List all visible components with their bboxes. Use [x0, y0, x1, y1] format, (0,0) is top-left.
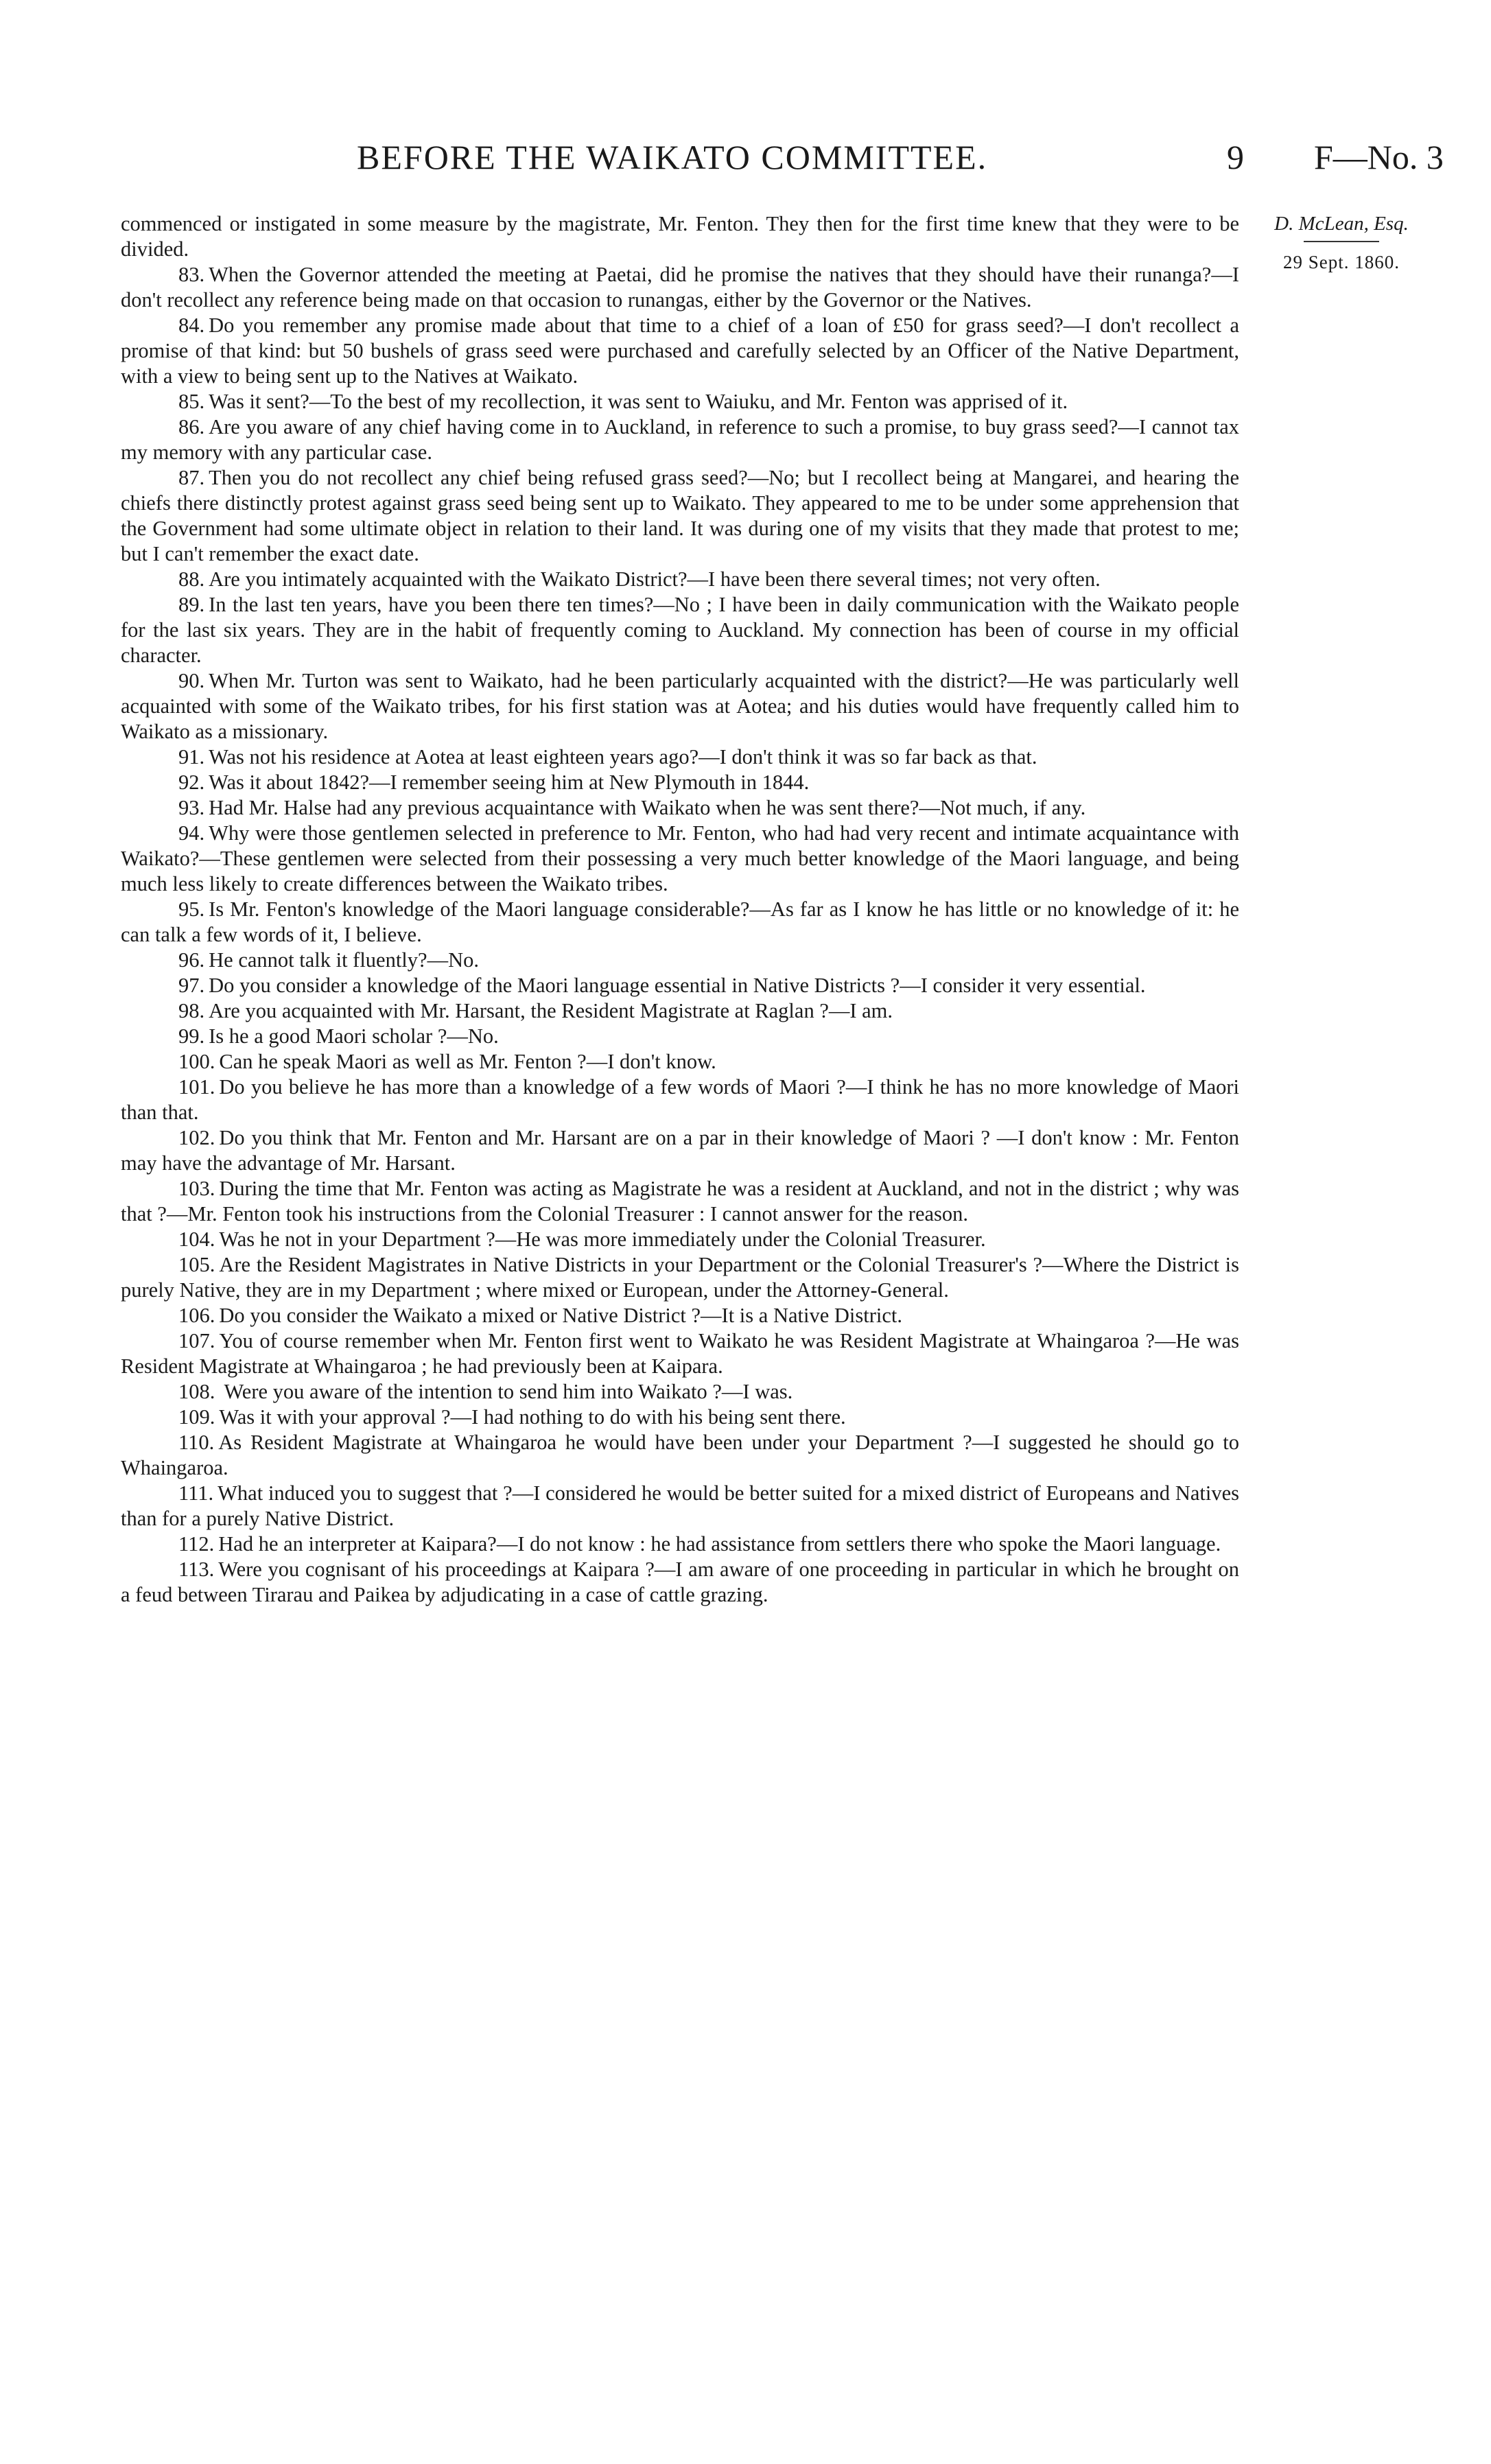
question-number: 98.: [178, 999, 205, 1022]
question-paragraph: 90. When Mr. Turton was sent to Waikato, had he been particularly acquainted with the district?—He was particularly well acquainted with some of the Waikato tribes, for his first station was at Aotea; and his duties would have frequently called him to Waikato as a missionary.: [121, 669, 1239, 743]
paragraph-continuation: commenced or instigated in some measure by the magistrate, Mr. Fenton. They then for the first time knew that they were to be divided.: [121, 212, 1239, 261]
question-number: 90.: [178, 669, 205, 692]
question-number: 108.: [178, 1380, 215, 1403]
question-paragraph: 110. As Resident Magistrate at Whaingaroa he would have been under your Department ?—I suggested he should go to Whaingaroa.: [121, 1431, 1239, 1479]
question-number: 94.: [178, 821, 205, 845]
question-paragraph: 102. Do you think that Mr. Fenton and Mr. Harsant are on a par in their knowledge of Maori ? —I don't know : Mr. Fenton may have the advantage of Mr. Harsant.: [121, 1126, 1239, 1175]
question-paragraph: [121, 1608, 1239, 1633]
question-number: 102.: [178, 1126, 215, 1149]
question-paragraph: 83. When the Governor attended the meeting at Paetai, did he promise the natives that they should have their runanga?—I don't recollect any reference being made on that occasion to runangas, either by the Governor or the Natives.: [121, 263, 1239, 312]
question-number: 104.: [178, 1228, 215, 1251]
question-paragraph: 96. He cannot talk it fluently?—No.: [178, 948, 479, 972]
question-number: 91.: [178, 745, 205, 768]
question-paragraph: 98. Are you acquainted with Mr. Harsant, the Resident Magistrate at Raglan ?—I am.: [178, 999, 893, 1022]
question-number: 96.: [178, 948, 205, 972]
question-paragraph: 103. During the time that Mr. Fenton was acting as Magistrate he was a resident at Auckland, and not in the district ; why was that ?—Mr. Fenton took his instructions from the Colonial Treasurer : I cannot answer for the reason.: [121, 1177, 1239, 1225]
question-paragraph: 105. Are the Resident Magistrates in Native Districts in your Department or the Colonial Treasurer's ?—Where the District is purely Native, they are in my Department ; where mixed or European, under the Attorney-General.: [121, 1253, 1239, 1302]
question-number: 111.: [178, 1481, 214, 1505]
margin-divider: [1304, 241, 1379, 242]
question-paragraph: 113. Were you cognisant of his proceedings at Kaipara ?—I am aware of one proceeding in particular in which he brought on a feud between Tirarau and Paikea by adjudicating in a case of cattle grazing.: [121, 1558, 1239, 1606]
question-number: 103.: [178, 1177, 215, 1200]
question-number: 88.: [178, 567, 205, 591]
question-paragraph: 93. Had Mr. Halse had any previous acquaintance with Waikato when he was sent there?—Not much, if any.: [178, 796, 1086, 819]
page-title: BEFORE THE WAIKATO COMMITTEE.: [357, 138, 988, 176]
question-paragraph: 85. Was it sent?—To the best of my recollection, it was sent to Waiuku, and Mr. Fenton was apprised of it.: [178, 390, 1068, 413]
question-number: 101.: [178, 1075, 215, 1099]
document-reference: F—No. 3: [1314, 138, 1444, 176]
question-paragraph: 91. Was not his residence at Aotea at least eighteen years ago?—I don't think it was so far back as that.: [178, 745, 1037, 768]
question-number: 110.: [178, 1431, 215, 1454]
question-number: 83.: [178, 263, 205, 286]
page-number: 9: [1227, 138, 1244, 176]
testimony-date: 29 Sept. 1860.: [1282, 252, 1400, 272]
question-number: 93.: [178, 796, 205, 819]
question-paragraph: 107. You of course remember when Mr. Fenton first went to Waikato he was Resident Magistrate at Whaingaroa ?—He was Resident Magistrate at Whaingaroa ; he had previously been at Kaipara.: [121, 1329, 1239, 1378]
question-number: 85.: [178, 390, 205, 413]
question-paragraph: 87. Then you do not recollect any chief being refused grass seed?—No; but I recollect being at Mangarei, and hearing the chiefs there distinctly protest against grass seed being sent up to Waikato. They appeared to me to be under some apprehension that the Government had some ultimate object in relation to their land. It was during one of my visits that they made that protest to me; but I can't remember the exact date.: [121, 466, 1239, 565]
witness-name: D. McLean, Esq.: [1274, 213, 1409, 235]
question-number: 100.: [178, 1050, 215, 1073]
question-paragraph: 111. What induced you to suggest that ?—I considered he would be better suited for a mixed district of Europeans and Natives than for a purely Native District.: [121, 1481, 1239, 1530]
question-number: 95.: [178, 897, 205, 921]
question-paragraph: 84. Do you remember any promise made about that time to a chief of a loan of £50 for grass seed?—I don't recollect a promise of that kind: but 50 bushels of grass seed were purchased and carefully selected by an Officer of the Native Department, with a view to being sent up to the Natives at Waikato.: [121, 314, 1239, 388]
question-paragraph: 106. Do you consider the Waikato a mixed or Native District ?—It is a Native District.: [178, 1304, 902, 1327]
question-paragraph: 99. Is he a good Maori scholar ?—No.: [178, 1024, 499, 1048]
question-number: 107.: [178, 1329, 215, 1352]
question-paragraph: 88. Are you intimately acquainted with the Waikato District?—I have been there several times; not very often.: [178, 567, 1101, 591]
testimony-body: [121, 211, 1239, 1633]
question-number: 112.: [178, 1532, 215, 1556]
question-number: 97.: [178, 974, 205, 997]
question-paragraph: 109. Was it with your approval ?—I had nothing to do with his being sent there.: [178, 1405, 846, 1429]
question-paragraph: 97. Do you consider a knowledge of the Maori language essential in Native Districts ?—I consider it very essential.: [178, 974, 1146, 997]
question-paragraph: 92. Was it about 1842?—I remember seeing him at New Plymouth in 1844.: [178, 771, 810, 794]
question-number: 106.: [178, 1304, 215, 1327]
question-paragraph: 94. Why were those gentlemen selected in preference to Mr. Fenton, who had had very recent and intimate acquaintance with Waikato?—These gentlemen were selected from their possessing a very much better knowledge of the Maori language, and being much less likely to create differences between the Waikato tribes.: [121, 821, 1239, 895]
question-number: 109.: [178, 1405, 215, 1429]
question-number: 84.: [178, 314, 205, 337]
question-number: 113.: [178, 1558, 215, 1581]
question-number: 92.: [178, 771, 205, 794]
question-paragraph: 101. Do you believe he has more than a knowledge of a few words of Maori ?—I think he has no more knowledge of Maori than that.: [121, 1075, 1239, 1124]
margin-note: [1256, 211, 1427, 274]
question-number: 87.: [178, 466, 205, 489]
question-paragraph: 95. Is Mr. Fenton's knowledge of the Maori language considerable?—As far as I know he has little or no knowledge of it: he can talk a few words of it, I believe.: [121, 897, 1239, 946]
question-paragraph: 100. Can he speak Maori as well as Mr. Fenton ?—I don't know.: [178, 1050, 716, 1073]
question-paragraph: 86. Are you aware of any chief having come in to Auckland, in reference to such a promise, to buy grass seed?—I cannot tax my memory with any particular case.: [121, 415, 1239, 464]
question-paragraph: 112. Had he an interpreter at Kaipara?—I do not know : he had assistance from settlers there who spoke the Maori language.: [178, 1532, 1221, 1556]
page-header: [124, 137, 1448, 185]
question-paragraph: 104. Was he not in your Department ?—He was more immediately under the Colonial Treasurer.: [178, 1228, 986, 1251]
question-number: 86.: [178, 415, 205, 438]
question-paragraph: 89. In the last ten years, have you been there ten times?—No ; I have been in daily communication with the Waikato people for the last six years. They are in the habit of frequently coming to Auckland. My connection has been of course in my official character.: [121, 593, 1239, 667]
question-number: 89.: [178, 593, 205, 616]
question-number: 105.: [178, 1253, 215, 1276]
question-number: 99.: [178, 1024, 205, 1048]
question-paragraph: 108. Were you aware of the intention to send him into Waikato ?—I was.: [178, 1380, 793, 1403]
